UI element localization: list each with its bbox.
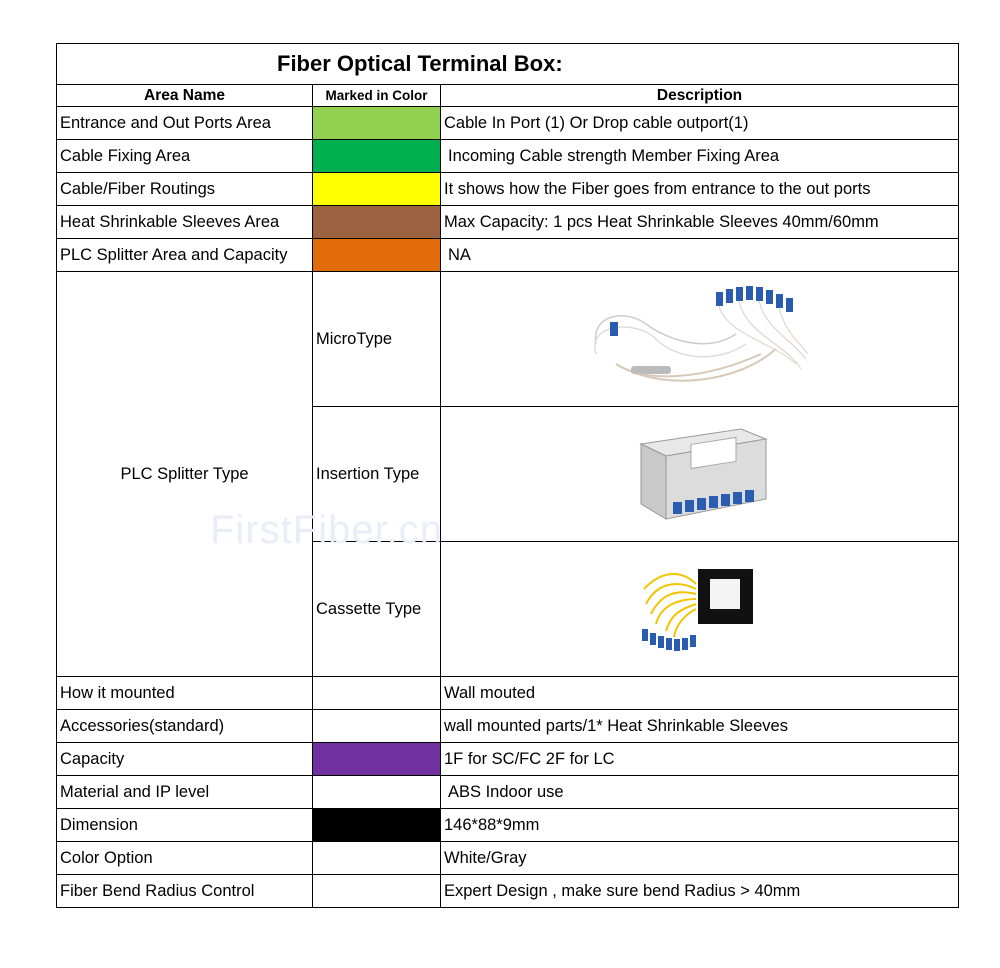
table-row — [57, 239, 959, 272]
description: 146*88*9mm — [441, 809, 959, 842]
cassette-splitter-image — [441, 542, 959, 677]
color-swatch — [313, 875, 441, 908]
table-title: Fiber Optical Terminal Box: — [57, 44, 959, 85]
splitter-type-area: PLC Splitter Type — [57, 272, 313, 677]
description: NA — [441, 239, 959, 272]
table-row — [57, 710, 959, 743]
color-swatch — [313, 140, 441, 173]
area-name: Color Option — [57, 842, 313, 875]
description: Cable In Port (1) Or Drop cable outport(1) — [441, 107, 959, 140]
color-swatch — [313, 776, 441, 809]
watermark: FirstFiber.cn — [210, 508, 444, 552]
table-row — [57, 107, 959, 140]
micro-splitter-icon — [586, 284, 816, 394]
color-swatch — [313, 173, 441, 206]
color-swatch — [313, 206, 441, 239]
table-row — [57, 842, 959, 875]
area-name: Material and IP level — [57, 776, 313, 809]
area-name: Cable Fixing Area — [57, 140, 313, 173]
table-row — [57, 677, 959, 710]
description: Expert Design , make sure bend Radius > 40mm — [441, 875, 959, 908]
header-description: Description — [441, 85, 959, 107]
splitter-row-micro — [57, 272, 959, 407]
description: 1F for SC/FC 2F for LC — [441, 743, 959, 776]
color-swatch — [313, 809, 441, 842]
description: Wall mouted — [441, 677, 959, 710]
table-row — [57, 809, 959, 842]
color-swatch — [313, 743, 441, 776]
description: ABS Indoor use — [441, 776, 959, 809]
area-name: Fiber Bend Radius Control — [57, 875, 313, 908]
splitter-type-label: Cassette Type — [313, 542, 441, 677]
description: It shows how the Fiber goes from entrance to the out ports — [441, 173, 959, 206]
splitter-type-label: MicroType — [313, 272, 441, 407]
description: Max Capacity: 1 pcs Heat Shrinkable Sleeves 40mm/60mm — [441, 206, 959, 239]
color-swatch — [313, 677, 441, 710]
area-name: Heat Shrinkable Sleeves Area — [57, 206, 313, 239]
table-row — [57, 875, 959, 908]
table-row — [57, 776, 959, 809]
insertion-splitter-icon — [631, 424, 771, 524]
spec-table — [56, 43, 959, 908]
area-name: PLC Splitter Area and Capacity — [57, 239, 313, 272]
area-name: Dimension — [57, 809, 313, 842]
table-row — [57, 173, 959, 206]
table-row — [57, 140, 959, 173]
area-name: How it mounted — [57, 677, 313, 710]
color-swatch — [313, 710, 441, 743]
table-row — [57, 743, 959, 776]
description: wall mounted parts/1* Heat Shrinkable Sleeves — [441, 710, 959, 743]
header-area-name: Area Name — [57, 85, 313, 107]
table-row — [57, 206, 959, 239]
area-name: Accessories(standard) — [57, 710, 313, 743]
micro-splitter-image — [441, 272, 959, 407]
area-name: Entrance and Out Ports Area — [57, 107, 313, 140]
color-swatch — [313, 239, 441, 272]
area-name: Cable/Fiber Routings — [57, 173, 313, 206]
description: Incoming Cable strength Member Fixing Area — [441, 140, 959, 173]
description: White/Gray — [441, 842, 959, 875]
splitter-type-label: Insertion Type — [313, 407, 441, 542]
header-marked-color: Marked in Color — [313, 85, 441, 107]
area-name: Capacity — [57, 743, 313, 776]
insertion-splitter-image — [441, 407, 959, 542]
color-swatch — [313, 842, 441, 875]
cassette-splitter-icon — [636, 559, 766, 659]
color-swatch — [313, 107, 441, 140]
